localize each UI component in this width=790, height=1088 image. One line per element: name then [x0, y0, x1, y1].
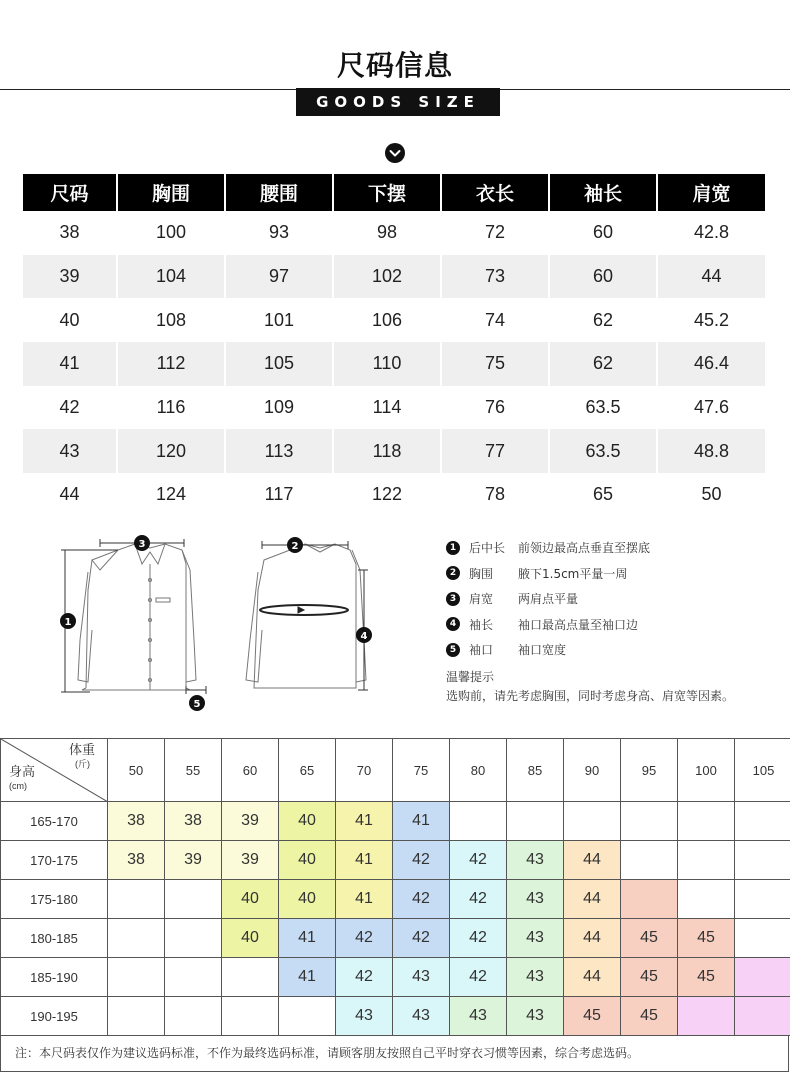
size-recommendation-cell: 41 — [336, 841, 393, 880]
header-cell: 下摆 — [334, 174, 442, 211]
size-row — [23, 298, 765, 342]
size-recommendation-cell: 42 — [450, 958, 507, 997]
legend-number-badge: 5 — [446, 643, 460, 657]
size-recommendation-cell: 40 — [279, 802, 336, 841]
size-row — [23, 342, 765, 386]
legend-description: 袖口最高点量至袖口边 — [518, 617, 639, 632]
size-recommendation-cell — [621, 880, 678, 919]
size-recommendation-cell: 43 — [393, 997, 450, 1036]
size-recommendation-cell: 42 — [393, 841, 450, 880]
height-range-cell: 185-190 — [1, 958, 108, 997]
size-cell: 44 — [658, 255, 765, 299]
size-recommendation-cell — [735, 841, 790, 880]
size-recommendation-cell — [108, 958, 165, 997]
size-recommendation-cell: 43 — [507, 841, 564, 880]
header-cell: 尺码 — [23, 174, 118, 211]
legend-number-badge: 1 — [446, 541, 460, 555]
size-cell: 108 — [118, 298, 226, 342]
size-cell: 113 — [226, 429, 334, 473]
measurement-legend — [446, 535, 776, 663]
svg-text:3: 3 — [138, 539, 146, 550]
size-cell: 41 — [23, 342, 118, 386]
weight-header-cell: 60 — [222, 739, 279, 802]
size-recommendation-cell — [279, 997, 336, 1036]
size-cell: 62 — [550, 342, 658, 386]
svg-text:2: 2 — [291, 541, 299, 552]
header-cell: 腰围 — [226, 174, 334, 211]
size-cell: 47.6 — [693, 397, 730, 418]
size-recommendation-cell — [678, 841, 735, 880]
shirt-measurement-diagram — [40, 530, 440, 720]
legend-item — [446, 612, 776, 638]
weight-header-cell: 105 — [735, 739, 790, 802]
size-cell: 93 — [226, 211, 334, 255]
size-cell: 104 — [118, 255, 226, 299]
size-recommendation-cell: 44 — [564, 919, 621, 958]
size-recommendation-cell: 40 — [222, 880, 279, 919]
weight-header-row — [1, 739, 790, 802]
size-cell: 100 — [118, 211, 226, 255]
size-cell: 75 — [442, 342, 550, 386]
size-cell: 112 — [118, 342, 226, 386]
size-cell: 98 — [334, 211, 442, 255]
size-recommendation-cell: 41 — [336, 880, 393, 919]
size-cell: 60 — [550, 211, 658, 255]
header-cell: 袖长 — [550, 174, 658, 211]
size-cell: 43 — [23, 429, 118, 473]
page-title: 尺码信息 — [336, 49, 453, 82]
size-cell: 42 — [23, 386, 118, 430]
size-recommendation-cell — [222, 958, 279, 997]
size-recommendation-cell: 40 — [279, 841, 336, 880]
size-recommendation-cell: 38 — [108, 841, 165, 880]
size-recommendation-cell — [108, 997, 165, 1036]
size-recommendation-cell: 42 — [450, 841, 507, 880]
size-recommendation-cell: 42 — [450, 880, 507, 919]
header-cell: 肩宽 — [658, 174, 765, 211]
weight-header-cell: 70 — [336, 739, 393, 802]
size-row — [23, 473, 765, 517]
chevron-down-icon — [385, 143, 405, 163]
size-cell: 105 — [226, 342, 334, 386]
size-cell: 74 — [442, 298, 550, 342]
size-recommendation-cell: 43 — [450, 997, 507, 1036]
size-recommendation-cell: 45 — [621, 958, 678, 997]
size-cell: 40 — [23, 298, 118, 342]
size-recommendation-cell: 43 — [507, 880, 564, 919]
size-cell: 38 — [23, 211, 118, 255]
size-recommendation-cell: 44 — [564, 958, 621, 997]
size-cell: 42.8 — [693, 222, 730, 243]
size-recommendation-cell: 45 — [621, 997, 678, 1036]
legend-description: 腋下1.5cm平量一周 — [518, 566, 628, 581]
size-cell: 102 — [334, 255, 442, 299]
size-recommendation-cell: 43 — [507, 997, 564, 1036]
size-table-header — [23, 174, 765, 211]
size-recommendation-cell — [165, 958, 222, 997]
size-recommendation-cell — [735, 958, 790, 997]
size-cell: 50 — [701, 484, 722, 505]
size-cell: 46.4 — [658, 342, 765, 386]
size-recommendation-table — [0, 738, 790, 1036]
size-recommendation-cell: 42 — [336, 958, 393, 997]
size-recommendation-cell: 45 — [678, 958, 735, 997]
height-row — [1, 802, 790, 841]
height-range-cell: 180-185 — [1, 919, 108, 958]
weight-header-cell: 85 — [507, 739, 564, 802]
size-cell: 110 — [334, 342, 442, 386]
height-row — [1, 841, 790, 880]
size-cell: 48.8 — [658, 429, 765, 473]
size-cell: 44 — [23, 473, 118, 517]
size-recommendation-cell: 42 — [393, 919, 450, 958]
height-row — [1, 880, 790, 919]
size-recommendation-cell: 42 — [393, 880, 450, 919]
weight-label: 体重 — [68, 742, 95, 757]
tips-text: 选购前，请先考虑胸围，同时考虑身高、肩宽等因素。 — [446, 689, 735, 703]
size-recommendation-cell — [735, 880, 790, 919]
size-cell: 77 — [442, 429, 550, 473]
legend-item — [446, 586, 776, 612]
size-cell: 117 — [226, 473, 334, 517]
size-table — [23, 174, 765, 517]
size-recommendation-cell: 44 — [564, 841, 621, 880]
size-recommendation-cell: 43 — [336, 997, 393, 1036]
size-recommendation-cell — [108, 880, 165, 919]
size-recommendation-cell — [564, 802, 621, 841]
size-recommendation-cell — [621, 802, 678, 841]
size-cell: 65 — [550, 473, 658, 517]
size-recommendation-cell: 45 — [564, 997, 621, 1036]
size-cell: 114 — [334, 386, 442, 430]
legend-item — [446, 535, 776, 561]
size-cell: 106 — [334, 298, 442, 342]
svg-text:1: 1 — [64, 617, 72, 628]
height-row — [1, 997, 790, 1036]
size-cell: 76 — [442, 386, 550, 430]
height-label: 身高 — [9, 764, 36, 779]
size-cell: 63.5 — [550, 429, 658, 473]
size-recommendation-cell: 45 — [621, 919, 678, 958]
goods-size-banner: GOODS SIZE — [296, 88, 500, 116]
height-range-cell: 175-180 — [1, 880, 108, 919]
size-recommendation-cell — [735, 919, 790, 958]
legend-name: 后中长 — [469, 541, 506, 556]
weight-header-cell: 95 — [621, 739, 678, 802]
size-cell: 101 — [226, 298, 334, 342]
size-cell: 39 — [23, 255, 118, 299]
size-cell: 63.5 — [550, 386, 658, 430]
weight-header-cell: 55 — [165, 739, 222, 802]
height-range-cell: 165-170 — [1, 802, 108, 841]
size-cell: 60 — [550, 255, 658, 299]
size-recommendation-cell — [108, 919, 165, 958]
size-recommendation-cell — [621, 841, 678, 880]
weight-unit: (斤) — [74, 759, 90, 769]
weight-header-cell: 50 — [108, 739, 165, 802]
footnote: 注：本尺码表仅作为建议选码标准，不作为最终选码标准，请顾客朋友按照自己平时穿衣习惯等因素，综合考虑选码。 — [0, 1036, 789, 1072]
legend-name: 肩宽 — [469, 592, 494, 607]
weight-header-cell: 80 — [450, 739, 507, 802]
size-recommendation-cell — [450, 802, 507, 841]
size-recommendation-cell: 43 — [507, 958, 564, 997]
legend-name: 袖口 — [469, 643, 494, 658]
size-recommendation-cell — [735, 802, 790, 841]
size-cell: 62 — [550, 298, 658, 342]
size-recommendation-cell — [165, 919, 222, 958]
legend-item — [446, 561, 776, 587]
size-recommendation-cell: 45 — [678, 919, 735, 958]
legend-description: 前领边最高点垂直至摆底 — [518, 541, 651, 556]
size-recommendation-cell: 39 — [165, 841, 222, 880]
tips-box — [446, 668, 734, 706]
svg-text:4: 4 — [360, 631, 368, 642]
height-range-cell: 170-175 — [1, 841, 108, 880]
height-row — [1, 958, 790, 997]
size-recommendation-cell: 39 — [222, 841, 279, 880]
size-recommendation-cell — [507, 802, 564, 841]
size-recommendation-cell: 44 — [564, 880, 621, 919]
size-recommendation-cell — [678, 880, 735, 919]
size-cell: 116 — [118, 386, 226, 430]
svg-text:5: 5 — [193, 699, 201, 710]
size-cell: 109 — [226, 386, 334, 430]
size-recommendation-cell — [165, 880, 222, 919]
size-cell: 73 — [442, 255, 550, 299]
shirt-front-illustration — [78, 544, 196, 690]
legend-description: 两肩点平量 — [518, 592, 579, 607]
size-cell: 72 — [442, 211, 550, 255]
size-recommendation-cell: 42 — [336, 919, 393, 958]
size-recommendation-cell: 41 — [336, 802, 393, 841]
weight-header-cell: 75 — [393, 739, 450, 802]
legend-number-badge: 2 — [446, 566, 460, 580]
size-recommendation-cell: 41 — [393, 802, 450, 841]
tips-title: 温馨提示 — [446, 670, 495, 684]
size-cell: 78 — [442, 473, 550, 517]
size-cell: 118 — [334, 429, 442, 473]
size-recommendation-cell: 38 — [108, 802, 165, 841]
size-recommendation-cell — [678, 997, 735, 1036]
size-recommendation-cell — [222, 997, 279, 1036]
size-recommendation-cell — [735, 997, 790, 1036]
size-recommendation-cell — [165, 997, 222, 1036]
legend-name: 胸围 — [469, 566, 494, 581]
size-recommendation-cell: 42 — [450, 919, 507, 958]
legend-number-badge: 3 — [446, 592, 460, 606]
size-cell: 124 — [118, 473, 226, 517]
weight-header-cell: 90 — [564, 739, 621, 802]
header-cell: 胸围 — [118, 174, 226, 211]
weight-header-cell: 65 — [279, 739, 336, 802]
corner-cell — [1, 739, 108, 802]
height-range-cell: 190-195 — [1, 997, 108, 1036]
legend-description: 袖口宽度 — [518, 643, 567, 658]
size-recommendation-cell: 40 — [222, 919, 279, 958]
size-recommendation-cell: 41 — [279, 958, 336, 997]
size-recommendation-cell: 40 — [279, 880, 336, 919]
size-row — [23, 386, 765, 430]
shirt-back-illustration — [246, 544, 366, 688]
size-row — [23, 255, 765, 299]
header-cell: 衣长 — [442, 174, 550, 211]
size-recommendation-cell: 43 — [393, 958, 450, 997]
size-recommendation-cell: 38 — [165, 802, 222, 841]
size-recommendation-cell: 43 — [507, 919, 564, 958]
size-row — [23, 211, 765, 255]
weight-header-cell: 100 — [678, 739, 735, 802]
size-recommendation-cell: 41 — [279, 919, 336, 958]
legend-number-badge: 4 — [446, 617, 460, 631]
size-cell: 97 — [226, 255, 334, 299]
size-cell: 120 — [118, 429, 226, 473]
legend-item — [446, 637, 776, 663]
size-row — [23, 429, 765, 473]
size-recommendation-cell: 39 — [222, 802, 279, 841]
size-cell: 45.2 — [693, 309, 730, 330]
height-row — [1, 919, 790, 958]
legend-name: 袖长 — [469, 617, 494, 632]
height-unit: (cm) — [9, 781, 27, 791]
size-cell: 122 — [334, 473, 442, 517]
size-recommendation-cell — [678, 802, 735, 841]
